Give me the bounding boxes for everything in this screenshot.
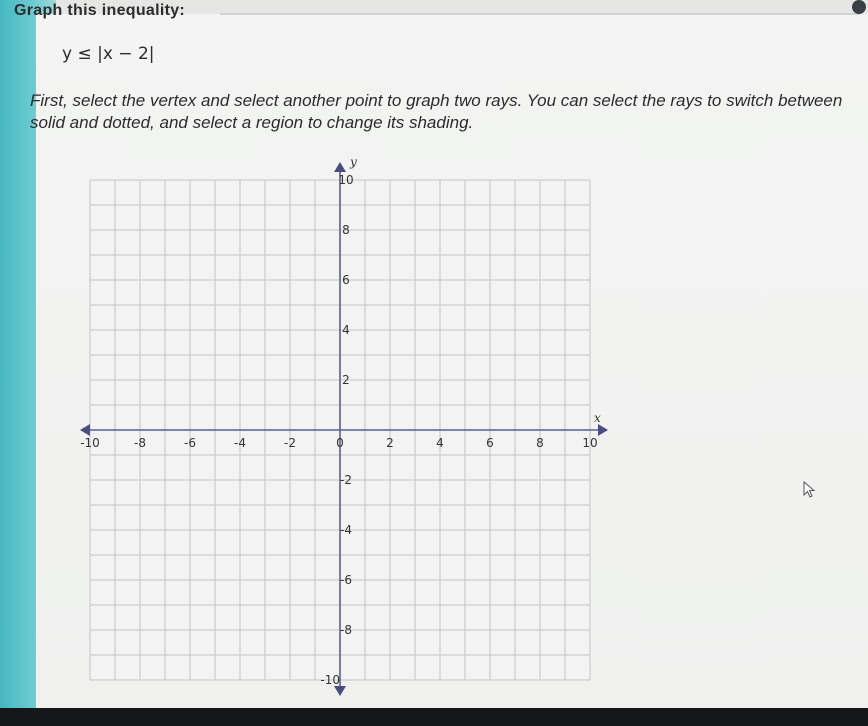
x-axis-label: x [594, 411, 601, 425]
y-axis-arrow-down-icon [334, 686, 346, 696]
x-tick-label: 2 [386, 436, 394, 450]
bottom-taskbar [0, 708, 868, 726]
x-tick-label: -10 [80, 436, 100, 450]
x-axis-arrow-left-icon [80, 424, 90, 436]
problem-heading: Graph this inequality: [14, 2, 186, 19]
x-tick-label: -2 [284, 436, 296, 450]
x-tick-label: -6 [184, 436, 196, 450]
y-axis-label: y [350, 155, 357, 169]
inequality-expression: y ≤ |x − 2| [62, 44, 155, 64]
x-tick-label: 8 [536, 436, 544, 450]
coordinate-graph[interactable] [60, 155, 620, 708]
y-tick-label: -8 [340, 623, 352, 637]
y-tick-label: 8 [342, 223, 350, 237]
x-tick-label: 0 [336, 436, 344, 450]
y-tick-label: -6 [340, 573, 352, 587]
corner-dot-icon [852, 0, 866, 14]
y-tick-label: -10 [320, 673, 340, 687]
y-tick-label: -2 [340, 473, 352, 487]
x-tick-label: -8 [134, 436, 146, 450]
y-tick-label: 2 [342, 373, 350, 387]
x-tick-label: 6 [486, 436, 494, 450]
x-tick-label: 10 [582, 436, 598, 450]
instructions-text: First, select the vertex and select another point to graph two rays. You can select the rays to switch between solid and dotted, and select a region to change its shading. [30, 91, 843, 132]
y-tick-label: 4 [342, 323, 350, 337]
y-tick-label: 10 [338, 173, 354, 187]
mouse-pointer-icon [803, 481, 817, 499]
y-tick-label: 6 [342, 273, 350, 287]
divider-line [220, 13, 860, 15]
y-tick-label: -4 [340, 523, 352, 537]
x-axis-arrow-right-icon [598, 424, 608, 436]
x-tick-label: -4 [234, 436, 246, 450]
x-tick-label: 4 [436, 436, 444, 450]
